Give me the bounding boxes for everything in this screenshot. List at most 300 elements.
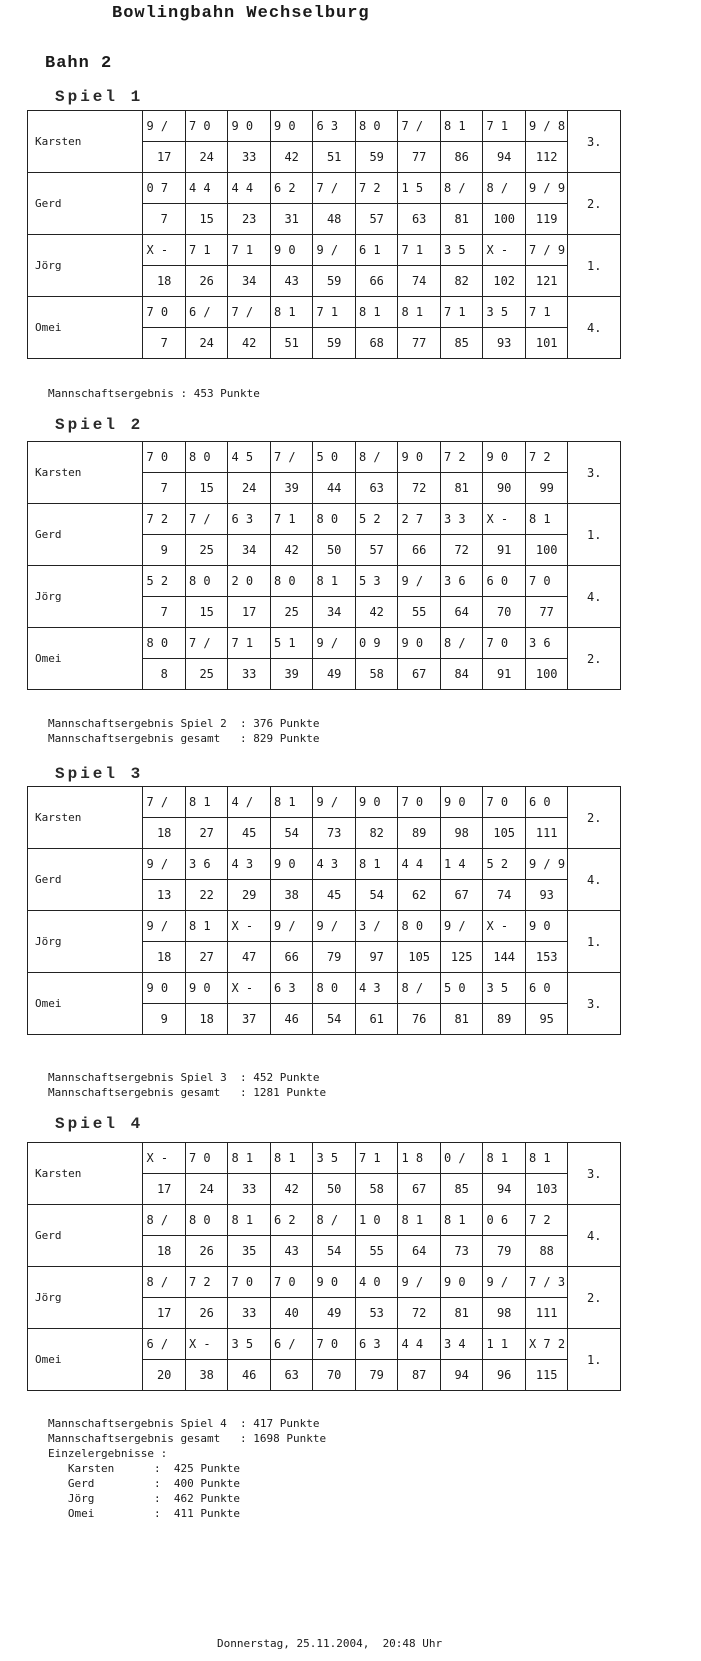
frame-total: 49 [313, 659, 356, 690]
frame-total: 74 [483, 880, 526, 911]
frame-total: 64 [398, 1236, 441, 1267]
frame-throws: 8 / [313, 1205, 356, 1236]
frame-throws: 1 0 [355, 1205, 398, 1236]
frame-throws: 9 0 [483, 442, 526, 473]
frame-throws: 7 0 [185, 1143, 228, 1174]
frame-total: 84 [440, 659, 483, 690]
frame-total: 57 [355, 535, 398, 566]
frame-total: 85 [440, 328, 483, 359]
frame-total: 51 [270, 328, 313, 359]
frame-throws: 8 / [398, 973, 441, 1004]
game-3-heading: Spiel 3 [55, 765, 144, 783]
frame-throws: 7 2 [525, 442, 568, 473]
frame-total: 17 [143, 1298, 186, 1329]
frame-throws: 9 0 [525, 911, 568, 942]
frame-throws: 8 0 [270, 566, 313, 597]
frame-total: 103 [525, 1174, 568, 1205]
frame-total: 55 [398, 597, 441, 628]
frame-total: 22 [185, 880, 228, 911]
frame-total: 9 [143, 535, 186, 566]
scorecard-game-1 [27, 110, 621, 359]
frame-throws: 3 / [355, 911, 398, 942]
frame-total: 59 [313, 328, 356, 359]
footer-timestamp: Donnerstag, 25.11.2004, 20:48 Uhr [217, 1637, 443, 1650]
frame-total: 93 [483, 328, 526, 359]
player-rank: 1. [568, 911, 621, 973]
player-rank: 3. [568, 1143, 621, 1205]
player-frames-row [28, 173, 621, 204]
frame-total: 105 [398, 942, 441, 973]
frame-throws: X - [185, 1329, 228, 1360]
player-frames-row [28, 1143, 621, 1174]
frame-throws: 3 5 [483, 973, 526, 1004]
frame-throws: X - [483, 911, 526, 942]
frame-total: 153 [525, 942, 568, 973]
frame-total: 66 [270, 942, 313, 973]
frame-throws: 8 1 [270, 1143, 313, 1174]
frame-throws: 8 0 [398, 911, 441, 942]
scorecard-game-2 [27, 441, 621, 690]
frame-total: 50 [313, 1174, 356, 1205]
frame-total: 70 [313, 1360, 356, 1391]
frame-total: 111 [525, 1298, 568, 1329]
frame-total: 26 [185, 1298, 228, 1329]
frame-throws: 7 / [398, 111, 441, 142]
frame-throws: 4 4 [398, 1329, 441, 1360]
frame-throws: 7 2 [143, 504, 186, 535]
frame-throws: 4 3 [355, 973, 398, 1004]
frame-total: 34 [228, 266, 271, 297]
frame-throws: 8 / [143, 1267, 186, 1298]
frame-total: 45 [313, 880, 356, 911]
player-rank: 4. [568, 297, 621, 359]
frame-throws: 9 / [143, 111, 186, 142]
frame-total: 79 [483, 1236, 526, 1267]
frame-total: 79 [355, 1360, 398, 1391]
team-result-game-4 [48, 1416, 326, 1521]
page-title: Bowlingbahn Wechselburg [112, 4, 370, 23]
player-rank: 3. [568, 442, 621, 504]
frame-total: 17 [143, 142, 186, 173]
frame-total: 82 [355, 818, 398, 849]
frame-throws: 9 / [483, 1267, 526, 1298]
player-name: Omei [28, 628, 143, 690]
player-frames-row [28, 973, 621, 1004]
frame-throws: 1 1 [483, 1329, 526, 1360]
frame-throws: 9 0 [355, 787, 398, 818]
frame-throws: 7 2 [525, 1205, 568, 1236]
frame-throws: 9 0 [270, 111, 313, 142]
frame-total: 18 [185, 1004, 228, 1035]
frame-total: 18 [143, 1236, 186, 1267]
frame-throws: 3 5 [440, 235, 483, 266]
frame-throws: 4 0 [355, 1267, 398, 1298]
frame-total: 57 [355, 204, 398, 235]
frame-total: 17 [143, 1174, 186, 1205]
player-name: Gerd [28, 1205, 143, 1267]
player-rank: 1. [568, 235, 621, 297]
frame-throws: 3 6 [440, 566, 483, 597]
frame-total: 91 [483, 659, 526, 690]
frame-throws: 8 1 [483, 1143, 526, 1174]
frame-total: 48 [313, 204, 356, 235]
frame-total: 24 [185, 1174, 228, 1205]
player-rank: 2. [568, 787, 621, 849]
frame-total: 42 [270, 1174, 313, 1205]
frame-throws: X - [228, 911, 271, 942]
frame-throws: 9 0 [398, 442, 441, 473]
frame-throws: 7 1 [228, 235, 271, 266]
team-result-line: Mannschaftsergebnis Spiel 2 : 376 Punkte [48, 717, 320, 730]
player-name: Gerd [28, 173, 143, 235]
player-name: Jörg [28, 1267, 143, 1329]
frame-total: 72 [440, 535, 483, 566]
frame-total: 45 [228, 818, 271, 849]
frame-throws: 4 3 [313, 849, 356, 880]
frame-total: 77 [398, 328, 441, 359]
frame-throws: 6 3 [313, 111, 356, 142]
frame-throws: 3 5 [483, 297, 526, 328]
frame-total: 90 [483, 473, 526, 504]
frame-total: 54 [313, 1004, 356, 1035]
frame-total: 73 [313, 818, 356, 849]
frame-total: 54 [355, 880, 398, 911]
frame-throws: 7 1 [440, 297, 483, 328]
frame-total: 96 [483, 1360, 526, 1391]
frame-total: 55 [355, 1236, 398, 1267]
frame-total: 144 [483, 942, 526, 973]
frame-throws: 7 / 9 [525, 235, 568, 266]
frame-total: 51 [313, 142, 356, 173]
frame-throws: 9 / [270, 911, 313, 942]
frame-total: 9 [143, 1004, 186, 1035]
player-name: Gerd [28, 504, 143, 566]
frame-total: 72 [398, 1298, 441, 1329]
frame-throws: 3 3 [440, 504, 483, 535]
player-frames-row [28, 911, 621, 942]
frame-throws: 9 / [398, 566, 441, 597]
frame-throws: 7 0 [525, 566, 568, 597]
frame-throws: 0 7 [143, 173, 186, 204]
frame-throws: 8 0 [313, 504, 356, 535]
frame-total: 15 [185, 204, 228, 235]
frame-total: 94 [440, 1360, 483, 1391]
team-result-line: Mannschaftsergebnis gesamt : 829 Punkte [48, 732, 320, 745]
player-name: Karsten [28, 787, 143, 849]
player-rank: 1. [568, 1329, 621, 1391]
frame-throws: 6 3 [270, 973, 313, 1004]
team-result-game-1 [48, 386, 260, 401]
frame-throws: 8 / [355, 442, 398, 473]
frame-total: 67 [440, 880, 483, 911]
frame-total: 18 [143, 266, 186, 297]
frame-total: 33 [228, 659, 271, 690]
frame-total: 35 [228, 1236, 271, 1267]
team-result-line: Einzelergebnisse : [48, 1447, 168, 1460]
frame-throws: 3 6 [185, 849, 228, 880]
frame-throws: 6 / [143, 1329, 186, 1360]
frame-total: 63 [355, 473, 398, 504]
frame-total: 37 [228, 1004, 271, 1035]
frame-total: 18 [143, 818, 186, 849]
frame-throws: 9 / [313, 235, 356, 266]
frame-total: 59 [313, 266, 356, 297]
frame-throws: 4 5 [228, 442, 271, 473]
frame-throws: 7 0 [483, 628, 526, 659]
player-rank: 2. [568, 173, 621, 235]
frame-throws: 7 2 [440, 442, 483, 473]
frame-total: 95 [525, 1004, 568, 1035]
frame-total: 13 [143, 880, 186, 911]
frame-throws: 9 0 [313, 1267, 356, 1298]
frame-throws: X 7 2 [525, 1329, 568, 1360]
frame-throws: 9 0 [440, 1267, 483, 1298]
frame-total: 7 [143, 204, 186, 235]
frame-total: 49 [313, 1298, 356, 1329]
player-frames-row [28, 1267, 621, 1298]
team-result-line: Jörg : 462 Punkte [48, 1492, 241, 1505]
player-rank: 3. [568, 973, 621, 1035]
lane-heading: Bahn 2 [45, 54, 113, 73]
player-rank: 4. [568, 849, 621, 911]
player-frames-row [28, 504, 621, 535]
frame-throws: 7 / [185, 628, 228, 659]
frame-throws: 9 / [143, 911, 186, 942]
team-result-game-3 [48, 1070, 326, 1100]
frame-throws: 6 3 [228, 504, 271, 535]
player-name: Omei [28, 297, 143, 359]
frame-total: 25 [185, 659, 228, 690]
player-rank: 4. [568, 1205, 621, 1267]
frame-total: 91 [483, 535, 526, 566]
frame-throws: 8 0 [355, 111, 398, 142]
frame-throws: X - [483, 235, 526, 266]
frame-throws: 7 1 [398, 235, 441, 266]
frame-throws: 8 1 [355, 849, 398, 880]
team-result-game-2 [48, 716, 320, 746]
frame-throws: 7 0 [185, 111, 228, 142]
frame-throws: 8 / [440, 628, 483, 659]
frame-throws: 8 1 [313, 566, 356, 597]
frame-total: 112 [525, 142, 568, 173]
frame-total: 42 [228, 328, 271, 359]
frame-total: 119 [525, 204, 568, 235]
frame-throws: 0 9 [355, 628, 398, 659]
game-1-heading: Spiel 1 [55, 88, 144, 106]
frame-total: 15 [185, 473, 228, 504]
frame-total: 58 [355, 1174, 398, 1205]
frame-throws: 8 0 [185, 442, 228, 473]
frame-throws: 7 / [185, 504, 228, 535]
frame-throws: 3 5 [228, 1329, 271, 1360]
frame-throws: 7 0 [483, 787, 526, 818]
frame-total: 68 [355, 328, 398, 359]
frame-total: 20 [143, 1360, 186, 1391]
frame-throws: 8 0 [185, 1205, 228, 1236]
player-frames-row [28, 442, 621, 473]
frame-total: 23 [228, 204, 271, 235]
player-frames-row [28, 111, 621, 142]
frame-throws: 0 6 [483, 1205, 526, 1236]
frame-total: 42 [270, 535, 313, 566]
frame-total: 46 [228, 1360, 271, 1391]
frame-total: 46 [270, 1004, 313, 1035]
frame-throws: 7 1 [270, 504, 313, 535]
frame-throws: 2 7 [398, 504, 441, 535]
frame-throws: 9 / [313, 787, 356, 818]
frame-total: 33 [228, 1174, 271, 1205]
player-frames-row [28, 1329, 621, 1360]
frame-total: 105 [483, 818, 526, 849]
frame-total: 86 [440, 142, 483, 173]
frame-total: 87 [398, 1360, 441, 1391]
player-name: Karsten [28, 442, 143, 504]
frame-throws: 8 1 [440, 111, 483, 142]
frame-total: 42 [355, 597, 398, 628]
frame-total: 38 [185, 1360, 228, 1391]
player-frames-row [28, 628, 621, 659]
player-name: Karsten [28, 1143, 143, 1205]
frame-total: 85 [440, 1174, 483, 1205]
frame-total: 18 [143, 942, 186, 973]
frame-throws: 4 4 [228, 173, 271, 204]
team-result-line: Karsten : 425 Punkte [48, 1462, 241, 1475]
frame-throws: 7 / [270, 442, 313, 473]
frame-throws: 9 / [313, 628, 356, 659]
frame-throws: 9 / [143, 849, 186, 880]
player-name: Omei [28, 973, 143, 1035]
frame-throws: 9 / 9 [525, 849, 568, 880]
frame-total: 94 [483, 142, 526, 173]
frame-total: 17 [228, 597, 271, 628]
frame-throws: 1 8 [398, 1143, 441, 1174]
team-result-line: Mannschaftsergebnis Spiel 4 : 417 Punkte [48, 1417, 320, 1430]
player-name: Gerd [28, 849, 143, 911]
frame-total: 54 [313, 1236, 356, 1267]
frame-total: 97 [355, 942, 398, 973]
frame-throws: 7 / 3 [525, 1267, 568, 1298]
frame-throws: X - [228, 973, 271, 1004]
frame-throws: X - [483, 504, 526, 535]
player-frames-row [28, 1205, 621, 1236]
frame-throws: 7 1 [355, 1143, 398, 1174]
frame-throws: 8 1 [185, 911, 228, 942]
frame-total: 25 [185, 535, 228, 566]
frame-total: 62 [398, 880, 441, 911]
frame-throws: 5 2 [355, 504, 398, 535]
frame-total: 77 [398, 142, 441, 173]
frame-total: 43 [270, 266, 313, 297]
frame-throws: 7 1 [313, 297, 356, 328]
frame-total: 72 [398, 473, 441, 504]
frame-throws: 8 / [143, 1205, 186, 1236]
frame-throws: 7 0 [270, 1267, 313, 1298]
frame-throws: 7 / [143, 787, 186, 818]
frame-total: 26 [185, 266, 228, 297]
player-frames-row [28, 297, 621, 328]
frame-throws: 8 1 [398, 297, 441, 328]
frame-throws: 6 1 [355, 235, 398, 266]
frame-total: 67 [398, 1174, 441, 1205]
frame-throws: 3 4 [440, 1329, 483, 1360]
frame-throws: 0 / [440, 1143, 483, 1174]
frame-total: 33 [228, 142, 271, 173]
frame-throws: 5 1 [270, 628, 313, 659]
frame-throws: 9 / 9 [525, 173, 568, 204]
player-rank: 4. [568, 566, 621, 628]
frame-throws: 3 6 [525, 628, 568, 659]
frame-total: 66 [398, 535, 441, 566]
frame-total: 81 [440, 204, 483, 235]
frame-throws: 9 / [440, 911, 483, 942]
frame-throws: 7 / [313, 173, 356, 204]
player-frames-row [28, 849, 621, 880]
frame-throws: 4 4 [398, 849, 441, 880]
frame-total: 7 [143, 328, 186, 359]
frame-throws: 9 0 [228, 111, 271, 142]
frame-throws: 9 / 8 [525, 111, 568, 142]
frame-throws: 9 0 [270, 849, 313, 880]
frame-throws: 8 1 [440, 1205, 483, 1236]
frame-throws: 7 1 [483, 111, 526, 142]
team-result-line: Gerd : 400 Punkte [48, 1477, 241, 1490]
frame-total: 64 [440, 597, 483, 628]
frame-throws: 4 3 [228, 849, 271, 880]
frame-total: 100 [483, 204, 526, 235]
frame-throws: 8 1 [270, 787, 313, 818]
frame-total: 25 [270, 597, 313, 628]
team-result-line: Mannschaftsergebnis : 453 Punkte [48, 387, 260, 400]
frame-total: 111 [525, 818, 568, 849]
frame-total: 53 [355, 1298, 398, 1329]
frame-total: 50 [313, 535, 356, 566]
frame-throws: 7 0 [143, 297, 186, 328]
player-name: Omei [28, 1329, 143, 1391]
frame-total: 81 [440, 1004, 483, 1035]
frame-total: 38 [270, 880, 313, 911]
frame-throws: 8 1 [228, 1205, 271, 1236]
frame-throws: 8 1 [525, 1143, 568, 1174]
frame-total: 94 [483, 1174, 526, 1205]
player-frames-row [28, 566, 621, 597]
frame-throws: 8 0 [143, 628, 186, 659]
team-result-line: Mannschaftsergebnis gesamt : 1698 Punkte [48, 1432, 327, 1445]
game-4-heading: Spiel 4 [55, 1115, 144, 1133]
frame-total: 63 [398, 204, 441, 235]
player-name: Jörg [28, 566, 143, 628]
frame-throws: 7 1 [185, 235, 228, 266]
frame-total: 67 [398, 659, 441, 690]
frame-throws: 8 1 [185, 787, 228, 818]
frame-throws: 7 1 [228, 628, 271, 659]
frame-total: 39 [270, 473, 313, 504]
frame-throws: 9 0 [270, 235, 313, 266]
frame-total: 89 [483, 1004, 526, 1035]
scorecard-game-3 [27, 786, 621, 1035]
frame-throws: 5 2 [483, 849, 526, 880]
frame-throws: 6 0 [483, 566, 526, 597]
frame-throws: 4 / [228, 787, 271, 818]
frame-total: 88 [525, 1236, 568, 1267]
frame-throws: X - [143, 1143, 186, 1174]
frame-throws: 8 1 [398, 1205, 441, 1236]
frame-throws: 7 / [228, 297, 271, 328]
frame-throws: 8 0 [185, 566, 228, 597]
frame-total: 7 [143, 473, 186, 504]
frame-throws: 8 0 [313, 973, 356, 1004]
frame-total: 26 [185, 1236, 228, 1267]
frame-total: 39 [270, 659, 313, 690]
